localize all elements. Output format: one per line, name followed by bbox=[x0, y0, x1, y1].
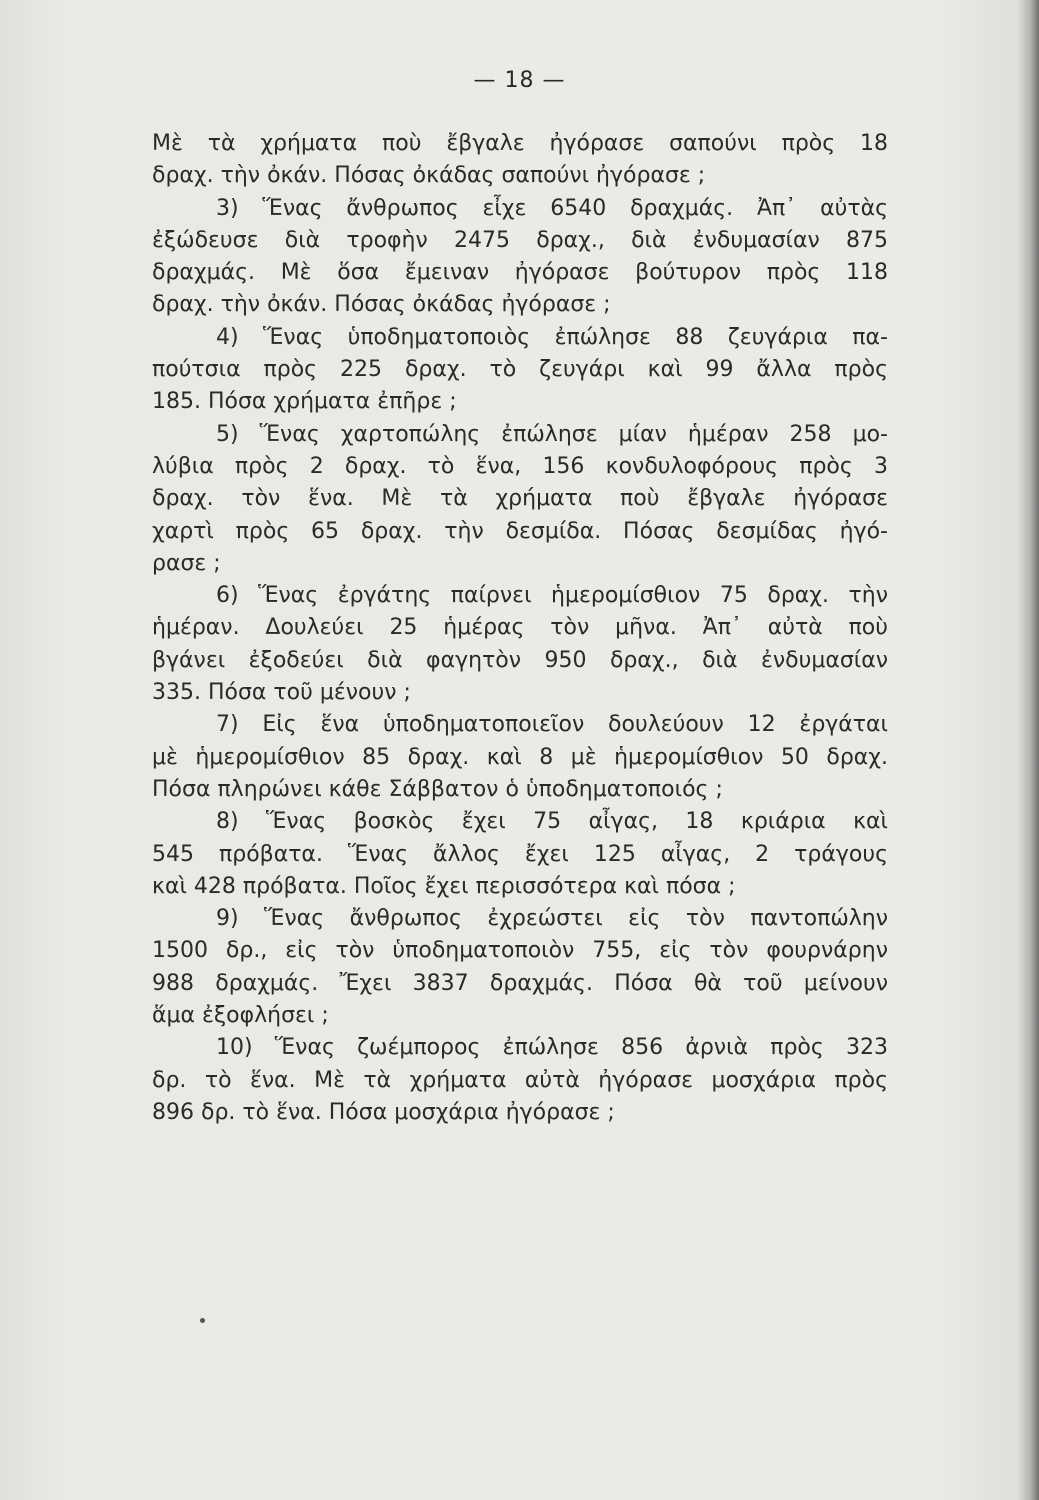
text-line: 9) Ἕνας ἄνθρωπος ἐχρεώστει εἰς τὸν παντοπώλην bbox=[216, 906, 888, 932]
ink-speck bbox=[200, 1318, 205, 1323]
text-line: 10) Ἕνας ζωέμπορος ἐπώλησε 856 ἀρνιὰ πρὸς 323 bbox=[216, 1035, 888, 1061]
text-line: 896 δρ. τὸ ἕνα. Πόσα μοσχάρια ἠγόρασε ; bbox=[152, 1099, 615, 1125]
text-line: βγάνει ἐξοδεύει διὰ φαγητὸν 950 δραχ., διὰ ἐνδυμασίαν bbox=[152, 647, 888, 673]
text-line: 3) Ἕνας ἄνθρωπος εἶχε 6540 δραχμάς. Ἀπ᾿ αὐτὰς bbox=[216, 195, 888, 221]
text-line: 1500 δρ., εἰς τὸν ὑποδηματοποιὸν 755, εἰς τὸν φουρνάρην bbox=[152, 938, 888, 964]
text-line: ἡμέραν. Δουλεύει 25 ἡμέρας τὸν μῆνα. Ἀπ᾿ αὐτὰ ποὺ bbox=[152, 615, 888, 641]
text-line: δραχμάς. Μὲ ὅσα ἔμειναν ἠγόρασε βούτυρον πρὸς 118 bbox=[152, 260, 888, 286]
text-line: δραχ. τὴν ὀκάν. Πόσας ὀκάδας ἠγόρασε ; bbox=[152, 292, 611, 318]
text-line: Πόσα πληρώνει κάθε Σάββατον ὁ ὑποδηματοποιός ; bbox=[152, 776, 723, 802]
text-line: χαρτὶ πρὸς 65 δραχ. τὴν δεσμίδα. Πόσας δεσμίδας ἠγό- bbox=[152, 518, 888, 544]
text-line: 988 δραχμάς. Ἔχει 3837 δραχμάς. Πόσα θὰ τοῦ μείνουν bbox=[152, 970, 888, 996]
text-line: 5) Ἕνας χαρτοπώλης ἐπώλησε μίαν ἡμέραν 258 μο- bbox=[216, 421, 888, 447]
text-line: δραχ. τὴν ὀκάν. Πόσας ὀκάδας σαπούνι ἠγόρασε ; bbox=[152, 163, 706, 189]
text-line: 8) Ἕνας βοσκὸς ἔχει 75 αἶγας, 18 κριάρια καὶ bbox=[216, 809, 888, 835]
text-line: δρ. τὸ ἕνα. Μὲ τὰ χρήματα αὐτὰ ἠγόρασε μοσχάρια πρὸς bbox=[152, 1067, 888, 1093]
text-line: 335. Πόσα τοῦ μένουν ; bbox=[152, 680, 411, 706]
page-spine-shadow bbox=[1017, 0, 1039, 1500]
page-body bbox=[152, 128, 888, 1129]
text-line: ἐξώδευσε διὰ τροφὴν 2475 δραχ., διὰ ἐνδυμασίαν 875 bbox=[152, 227, 888, 253]
text-line: 4) Ἕνας ὑποδηματοποιὸς ἐπώλησε 88 ζευγάρια πα- bbox=[216, 324, 888, 350]
text-line: καὶ 428 πρόβατα. Ποῖος ἔχει περισσότερα καὶ πόσα ; bbox=[152, 873, 736, 899]
page-number: — 18 — bbox=[473, 68, 566, 93]
text-line: ρασε ; bbox=[152, 550, 221, 576]
text-line: ἅμα ἐξοφλήσει ; bbox=[152, 1003, 329, 1029]
text-line: δραχ. τὸν ἕνα. Μὲ τὰ χρήματα ποὺ ἔβγαλε ἠγόρασε bbox=[152, 486, 888, 512]
text-line: Μὲ τὰ χρήματα ποὺ ἔβγαλε ἠγόρασε σαπούνι πρὸς 18 bbox=[152, 131, 888, 156]
text-line: πούτσια πρὸς 225 δραχ. τὸ ζευγάρι καὶ 99 ἄλλα πρὸς bbox=[152, 357, 888, 383]
text-line: 6) Ἕνας ἐργάτης παίρνει ἡμερομίσθιον 75 δραχ. τὴν bbox=[216, 583, 888, 609]
text-line: 185. Πόσα χρήματα ἐπῆρε ; bbox=[152, 389, 457, 415]
text-line: μὲ ἡμερομίσθιον 85 δραχ. καὶ 8 μὲ ἡμερομίσθιον 50 δραχ. bbox=[152, 744, 888, 770]
text-line: 7) Εἰς ἕνα ὑποδηματοποιεῖον δουλεύουν 12 ἐργάται bbox=[216, 712, 888, 738]
text-line: 545 πρόβατα. Ἕνας ἄλλος ἔχει 125 αἶγας, 2 τράγους bbox=[152, 841, 888, 867]
text-line: λύβια πρὸς 2 δραχ. τὸ ἕνα, 156 κονδυλοφόρους πρὸς 3 bbox=[152, 453, 888, 479]
